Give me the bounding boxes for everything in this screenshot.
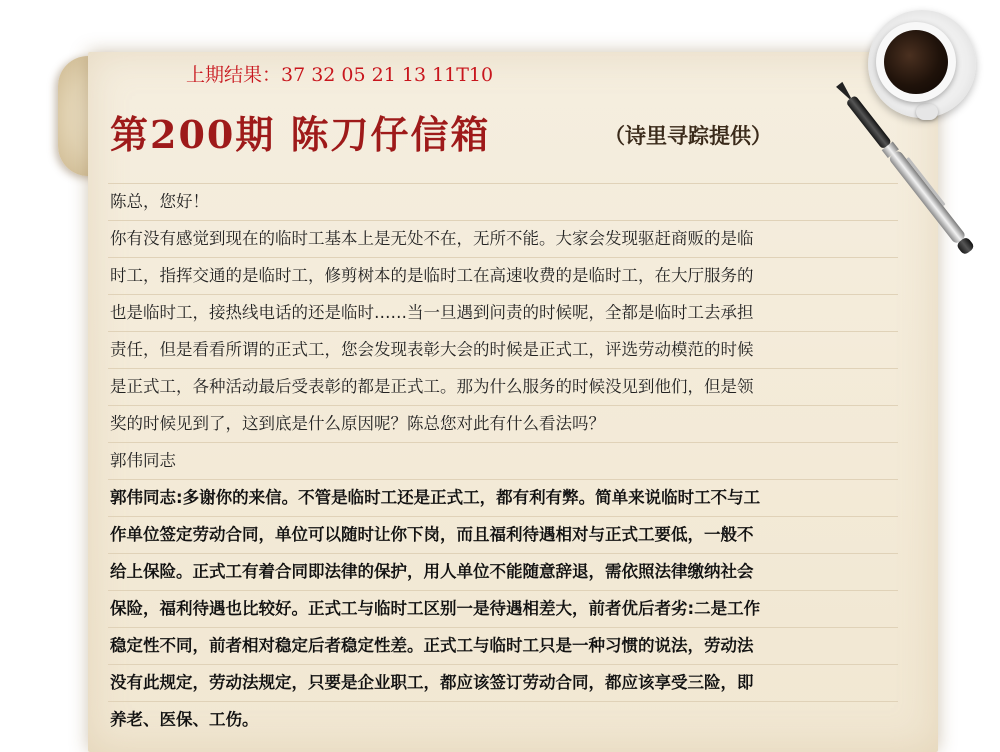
fountain-pen-icon bbox=[810, 60, 1000, 290]
provider-credit: （诗里寻踪提供） bbox=[604, 123, 772, 148]
reply-line: 郭伟同志:多谢你的来信。不管是临时工还是正式工，都有利有弊。简单来说临时工不与工 bbox=[108, 479, 898, 516]
reply-line: 作单位签定劳动合同，单位可以随时让你下岗，而且福利待遇相对与正式工要低，一般不 bbox=[108, 516, 898, 553]
letter-signature: 郭伟同志 bbox=[108, 442, 898, 479]
letter-line: 时工，指挥交通的是临时工，修剪树本的是临时工在高速收费的是临时工，在大厅服务的 bbox=[108, 257, 898, 294]
last-result: 上期结果：37 32 05 21 13 11T10 bbox=[186, 64, 494, 86]
reply-line: 保险，福利待遇也比较好。正式工与临时工区别一是待遇相差大，前者优后者劣:二是工作 bbox=[108, 590, 898, 627]
letter-line: 是正式工，各种活动最后受表彰的都是正式工。那为什么服务的时候没见到他们，但是领 bbox=[108, 368, 898, 405]
letter-line: 责任，但是看看所谓的正式工，您会发现表彰大会的时候是正式工，评选劳动模范的时候 bbox=[108, 331, 898, 368]
reply-line: 给上保险。正式工有着合同即法律的保护，用人单位不能随意辞退，需依照法律缴纳社会 bbox=[108, 553, 898, 590]
letter-line: 也是临时工，接热线电话的还是临时……当一旦遇到问责的时候呢，全都是临时工去承担 bbox=[108, 294, 898, 331]
letter-body bbox=[108, 183, 898, 738]
letter-line: 你有没有感觉到现在的临时工基本上是无处不在，无所不能。大家会发现驱赶商贩的是临 bbox=[108, 220, 898, 257]
reply-line: 没有此规定，劳动法规定，只要是企业职工，都应该签订劳动合同，都应该享受三险，即 bbox=[108, 664, 898, 701]
letter-line: 奖的时候见到了，这到底是什么原因呢？陈总您对此有什么看法吗？ bbox=[108, 405, 898, 442]
letter-line: 陈总，您好！ bbox=[108, 183, 898, 220]
reply-line: 稳定性不同，前者相对稳定后者稳定性差。正式工与临时工只是一种习惯的说法，劳动法 bbox=[108, 627, 898, 664]
page-title: 第200期 陈刀仔信箱 bbox=[110, 112, 491, 157]
reply-line: 养老、医保、工伤。 bbox=[108, 701, 898, 738]
